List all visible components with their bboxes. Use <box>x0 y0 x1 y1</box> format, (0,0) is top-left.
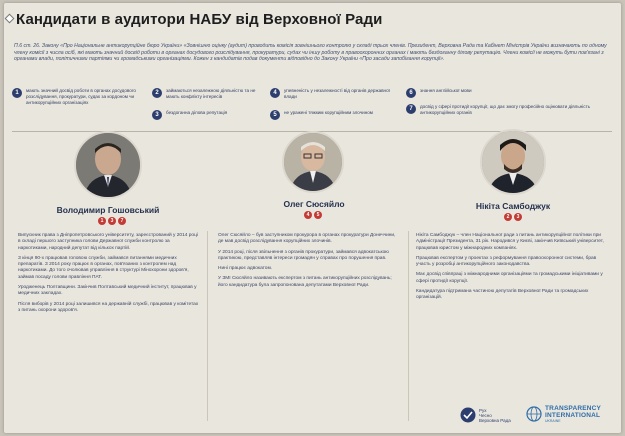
bio-paragraph: У 2014 році, після звільнення з органів прокуратури, займався адвокатською практикою, представляв інтереси громадян у справах про порушення прав. <box>218 249 389 261</box>
criterion-badge: 7 <box>118 217 126 225</box>
bio-paragraph: Кандидатура підтримана частиною депутатів Верховної Ради та громадських організацій. <box>416 289 589 301</box>
candidate-bio-1 <box>18 233 200 318</box>
candidate-bio-2 <box>218 233 400 293</box>
logo-line: Верховна Рада <box>479 417 511 423</box>
criterion-7 <box>406 104 612 116</box>
bio-paragraph: Працював експертом у проектах з реформування правоохоронної системи, брав участь у розробці антикорупційного законодавства. <box>416 255 597 268</box>
criterion-text: знання англійської мови <box>420 88 472 93</box>
criterion-text: займаються незалежною діяльністю та не мають конфлікту інтересів <box>166 88 256 99</box>
column-divider <box>408 231 409 421</box>
logo-line: Рух <box>479 407 487 413</box>
ti-name-line: INTERNATIONAL <box>545 412 601 419</box>
bullet-icon <box>5 14 15 24</box>
bio-paragraph: Має досвід співпраці з міжнародними організаціями та громадськими ініціативами у сфері протидії корупції. <box>416 272 603 284</box>
bio-paragraph: У ЗМІ Сюсяйло називають експертом з питань антикорупційних розслідувань; його кандидатура була запропонована депутатами Верховної Ради. <box>218 276 392 288</box>
intro-paragraph: П.6 ст. 26. Закону «Про Національне антикорупційне бюро України» «Зовнішню оцінку (аудит) проводить комісія зовнішнього контролю у складі трьох членів. Президент, Верховна Рада та Кабінет Міністрів України визначають по одному члену комісії з числа осіб, які мають значний досвід роботи в органах досудового розслідування, прокуратури, судах чи іншу роботу в правоохоронних органах і мають бездоганну ділову репутацію. Члени комісії не можуть бути пов'язані з органами влади, політичними партіями чи громадськими організаціями. Кожен з кандидатів подав документи відповідно до Закону України «Про засади запобігання корупції». <box>14 43 607 63</box>
candidate-bio-3 <box>416 233 612 306</box>
candidate-photo-3 <box>480 129 546 195</box>
criterion-badge: 5 <box>314 211 322 219</box>
bio-paragraph: Після виборів у 2014 році залишився на державній службі, працював у комітетах з питань охорони здоров'я. <box>18 301 199 313</box>
bio-paragraph: Нікіта Самбоджук – член Національної ради з питань антикорупційної політики при Адміністрації Президента, 31 рік. Народився у Києві, закінчив Київський університет, працював юристом у міжнародних компаніях. <box>416 233 604 251</box>
criterion-number: 7 <box>406 104 416 114</box>
transparency-international-logo <box>526 405 601 423</box>
document-page <box>4 3 621 433</box>
criterion-number: 3 <box>152 110 162 120</box>
bio-paragraph: Випускник права з Дніпропетровського університету, зареєстрований у 2014 році в складі першого заступника голови Державної служби контролю за наркотиками, народний депутат від кількох партій. <box>18 233 198 251</box>
chesno-logo <box>460 407 511 423</box>
criterion-number: 1 <box>12 88 22 98</box>
criterion-number: 4 <box>270 88 280 98</box>
candidate-badges-2 <box>304 211 322 219</box>
criterion-text: мають значний досвід роботи в органах досудового розслідування, прокуратури, судах за кордоном чи антикорупційних організаціях <box>26 88 136 105</box>
column-divider <box>207 231 208 421</box>
candidate-photo-2 <box>282 131 344 193</box>
criterion-number: 6 <box>406 88 416 98</box>
criterion-text: упевненість у незалежності від органів державної влади <box>284 88 390 99</box>
criterion-text: бездоганна ділова репутація <box>166 110 228 115</box>
criterion-badge: 3 <box>514 213 522 221</box>
criteria-list <box>12 88 614 128</box>
criterion-badge: 1 <box>98 217 106 225</box>
candidate-name-2: Олег Сюсяйло <box>283 199 345 209</box>
criterion-3 <box>152 110 262 120</box>
candidate-name-1: Володимир Гошовський <box>56 205 160 215</box>
criterion-2 <box>152 88 262 100</box>
criterion-badge: 3 <box>108 217 116 225</box>
criterion-badge: 4 <box>304 211 312 219</box>
criterion-6 <box>406 88 612 98</box>
criterion-4 <box>270 88 400 100</box>
bio-paragraph: З кінця 90-х працював головою служби, займався питаннями медичних препаратів. З 2014 року працює в органах, пов'язаних з контролем над наркотиками. До того очолював управління в структурі Мінохорони здоров'я, займав посаду голови правління ПАТ. <box>18 255 189 280</box>
chesno-logo-icon <box>460 407 476 423</box>
ti-name-line: TRANSPARENCY <box>545 405 602 412</box>
bio-paragraph: Нині працює адвокатом. <box>218 266 273 272</box>
candidate-photo-1 <box>74 131 142 199</box>
criterion-text: досвід у сфері протидії корупції, що дає змогу професійно оцінювати діяльність антикорупційних органів <box>420 104 591 115</box>
candidate-name-3: Нікіта Самбоджук <box>475 201 551 211</box>
criterion-number: 2 <box>152 88 162 98</box>
criterion-5 <box>270 110 400 120</box>
ti-globe-icon <box>526 406 542 422</box>
criterion-1 <box>12 88 142 106</box>
logo-line: Чесно <box>479 412 492 418</box>
candidate-badges-1 <box>98 217 126 225</box>
criterion-badge: 2 <box>504 213 512 221</box>
candidate-badges-3 <box>504 213 522 221</box>
criterion-text: не уражені тяжким корупційним злочином <box>284 110 373 115</box>
ti-country: UKRAINE <box>545 419 561 423</box>
bio-paragraph: Уродженець Полтавщини. Закінчив Полтавський медичний інститут, працював у медичних закладах. <box>18 285 197 297</box>
criterion-number: 5 <box>270 110 280 120</box>
bio-paragraph: Олег Сюсяйло – був заступником прокурора в органах прокуратури Донеччини, де мав досвід розслідування корупційних злочинів. <box>218 233 396 245</box>
page-title: Кандидати в аудитори НАБУ від Верховної Ради <box>16 11 383 28</box>
